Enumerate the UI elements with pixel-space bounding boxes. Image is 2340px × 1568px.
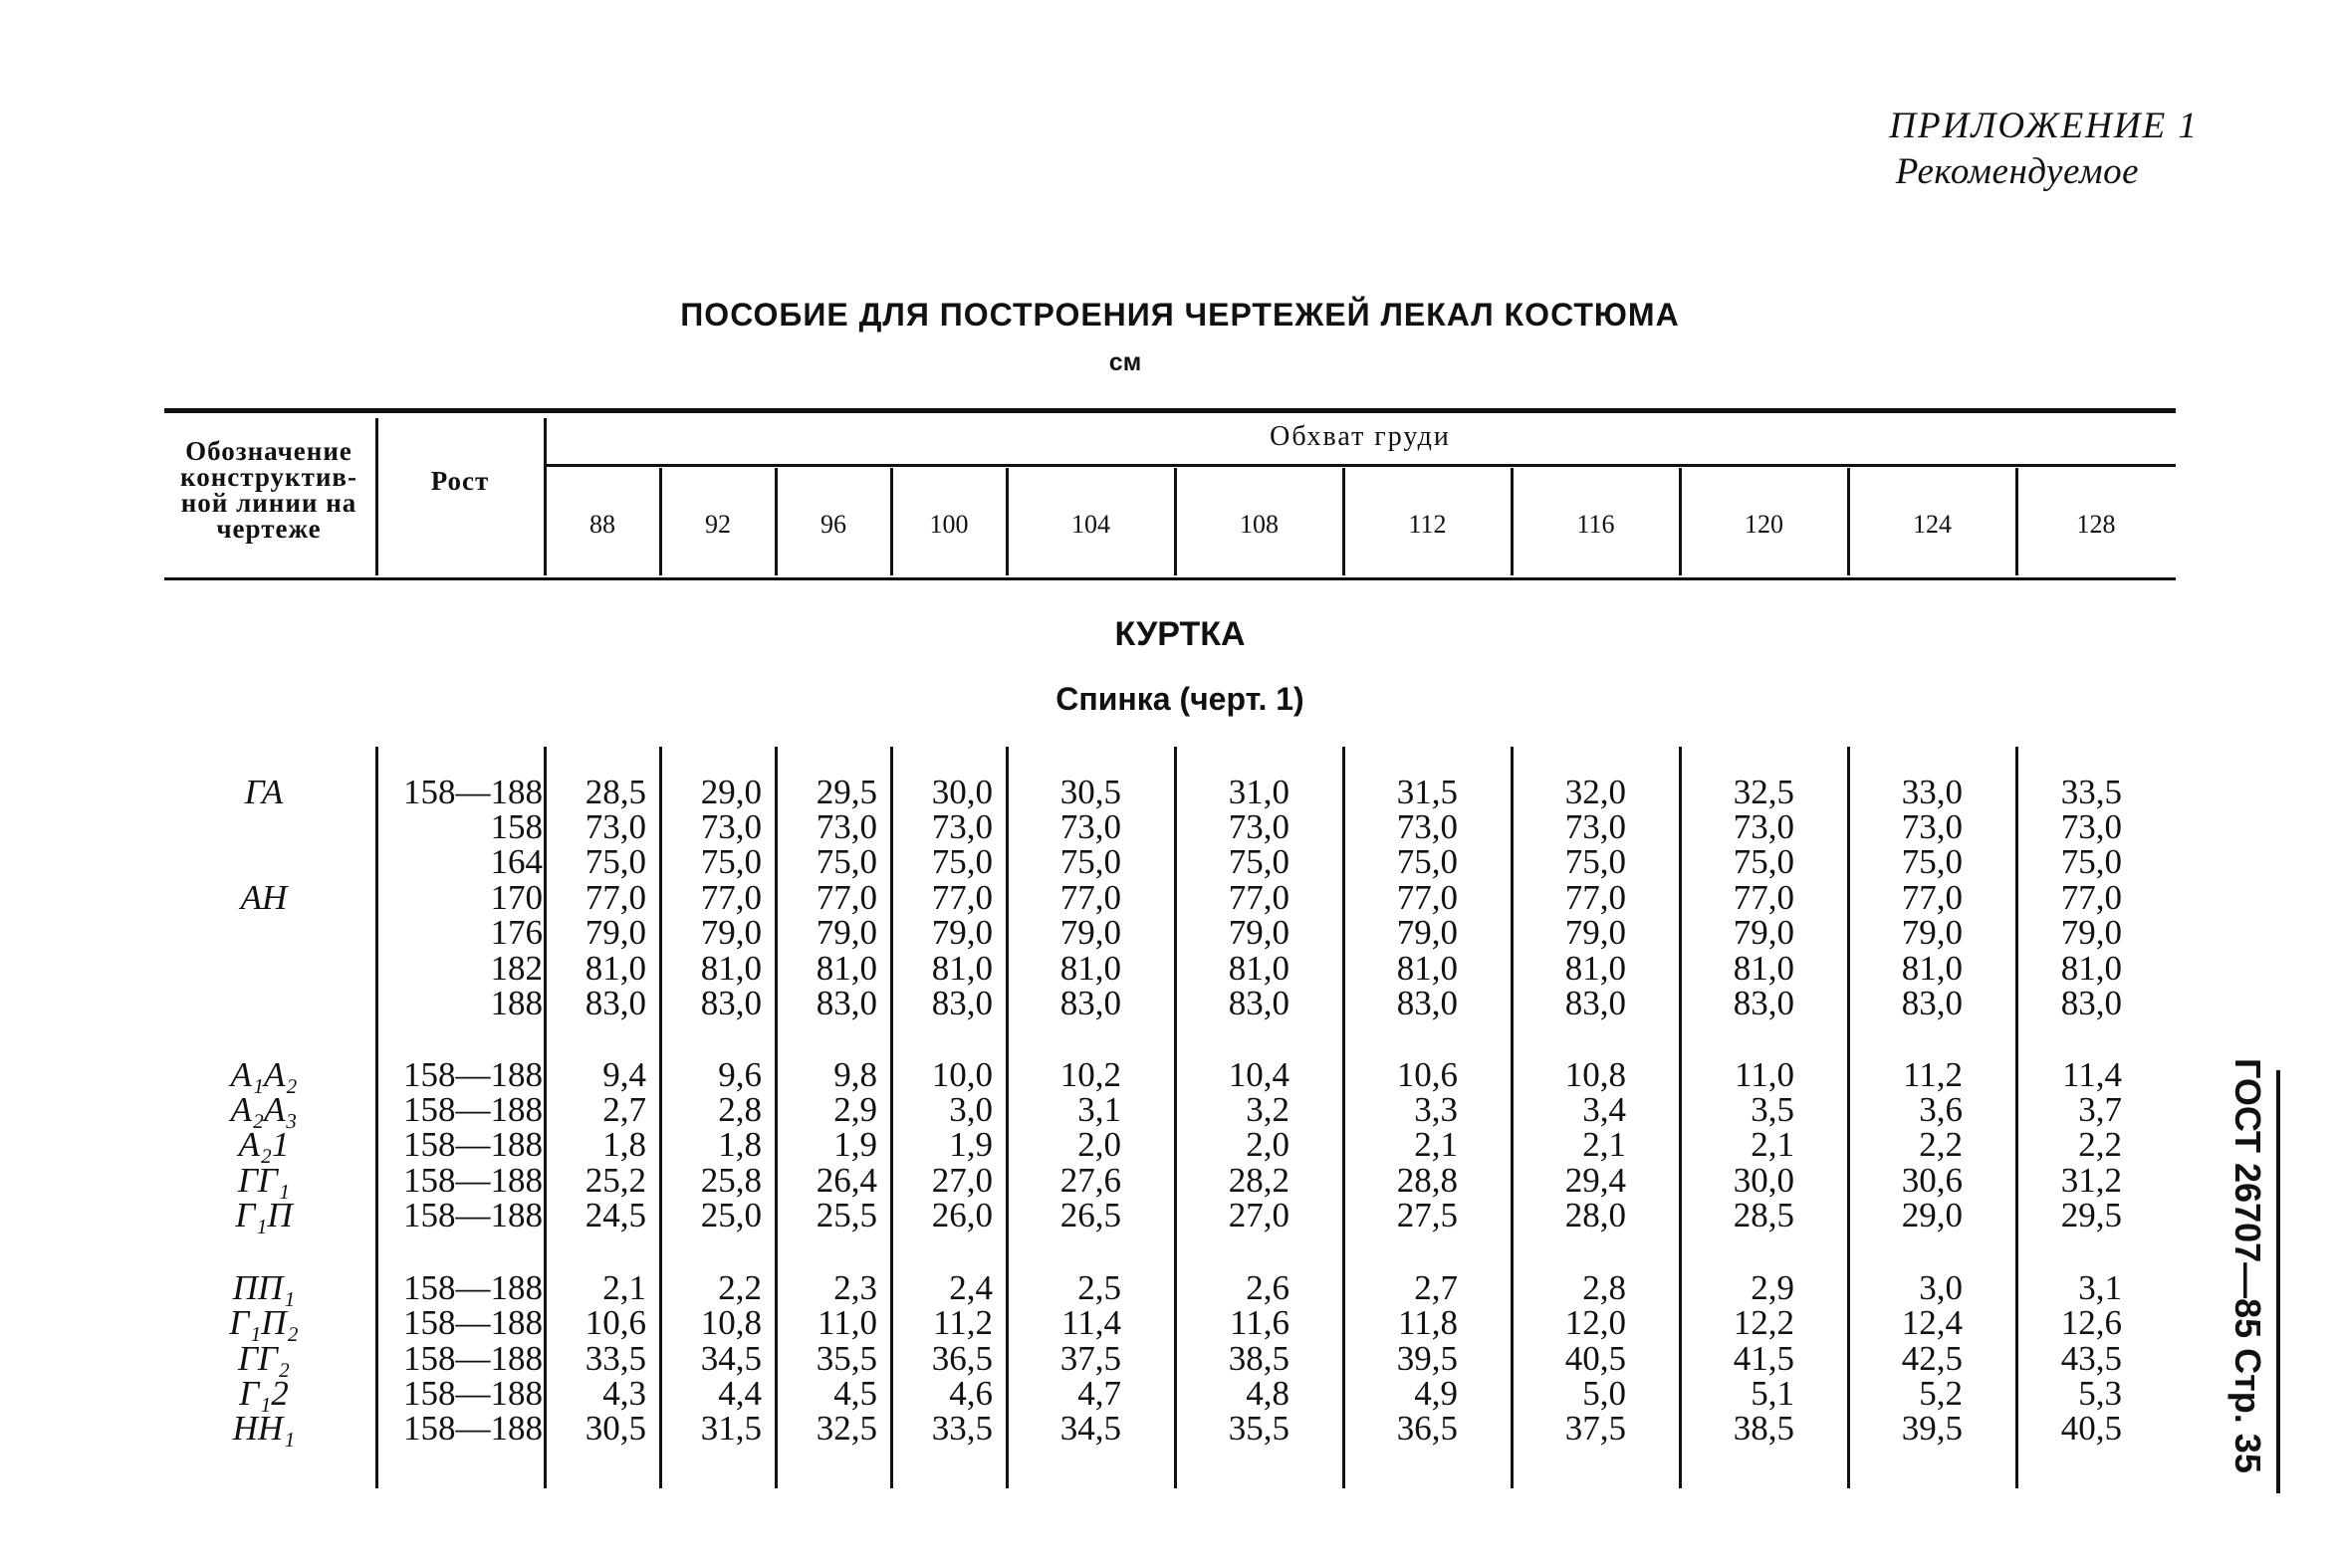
row-value-124: 5,2: [1919, 1374, 1963, 1413]
row-value-112: 39,5: [1396, 1339, 1458, 1378]
row-value-100: 77,0: [931, 878, 993, 917]
row-height: 158—188: [403, 773, 543, 811]
row-height: 170: [490, 878, 543, 917]
row-value-108: 31,0: [1228, 773, 1289, 811]
row-value-104: 79,0: [1059, 913, 1121, 952]
row-value-124: 29,0: [1901, 1196, 1963, 1234]
row-value-88: 2,1: [602, 1268, 646, 1307]
row-value-124: 75,0: [1901, 842, 1963, 881]
row-value-116: 28,0: [1564, 1196, 1626, 1234]
header-top-rule: [164, 408, 2176, 413]
row-value-96: 29,5: [816, 773, 877, 811]
row-value-112: 4,9: [1414, 1374, 1458, 1413]
row-value-124: 3,6: [1919, 1090, 1963, 1129]
row-value-100: 4,6: [949, 1374, 993, 1413]
row-value-104: 73,0: [1059, 807, 1121, 846]
row-value-124: 11,2: [1903, 1055, 1963, 1094]
row-value-128: 29,5: [2060, 1196, 2122, 1234]
row-value-104: 30,5: [1059, 773, 1121, 811]
row-value-128: 11,4: [2062, 1055, 2122, 1094]
row-height: 182: [490, 949, 543, 988]
row-value-88: 1,8: [602, 1125, 646, 1164]
row-value-104: 81,0: [1059, 949, 1121, 988]
row-value-124: 77,0: [1901, 878, 1963, 917]
row-value-112: 77,0: [1396, 878, 1458, 917]
row-value-104: 2,0: [1077, 1125, 1121, 1164]
row-line-designation: А₁А₂: [230, 1055, 298, 1094]
row-value-100: 11,2: [933, 1303, 993, 1342]
row-value-128: 79,0: [2060, 913, 2122, 952]
row-line-designation: ГА: [244, 773, 284, 811]
row-value-104: 3,1: [1077, 1090, 1121, 1129]
row-value-108: 2,0: [1246, 1125, 1289, 1164]
header-size-112: 112: [1408, 510, 1447, 539]
row-height: 158—188: [403, 1055, 543, 1094]
row-value-104: 4,7: [1077, 1374, 1121, 1413]
row-value-116: 32,0: [1564, 773, 1626, 811]
row-line-designation: АН: [240, 878, 288, 917]
row-value-88: 4,3: [602, 1374, 646, 1413]
table-row: [0, 1411, 2340, 1447]
row-value-92: 79,0: [700, 913, 762, 952]
row-value-128: 81,0: [2060, 949, 2122, 988]
row-value-96: 1,9: [833, 1125, 877, 1164]
header-size-128: 128: [2076, 510, 2116, 539]
row-line-designation: ГГ₁: [238, 1161, 290, 1200]
row-value-112: 2,1: [1414, 1125, 1458, 1164]
row-value-92: 34,5: [700, 1339, 762, 1378]
row-value-104: 10,2: [1059, 1055, 1121, 1094]
row-value-120: 30,0: [1733, 1161, 1794, 1200]
row-value-92: 77,0: [700, 878, 762, 917]
row-value-120: 83,0: [1733, 984, 1794, 1022]
appendix-label: [1889, 104, 2199, 195]
table-row: [0, 1198, 2340, 1233]
row-value-108: 35,5: [1228, 1409, 1289, 1448]
row-value-96: 81,0: [816, 949, 877, 988]
row-height: 164: [490, 842, 543, 881]
row-value-124: 2,2: [1919, 1125, 1963, 1164]
header-col1-line4: чертеже: [216, 514, 322, 544]
row-value-96: 77,0: [816, 878, 877, 917]
row-value-108: 28,2: [1228, 1161, 1289, 1200]
header-divider-2: [544, 418, 547, 575]
row-value-92: 4,4: [718, 1374, 762, 1413]
header-divider-1: [375, 418, 378, 575]
header-size-108: 108: [1240, 510, 1279, 539]
row-value-112: 79,0: [1396, 913, 1458, 952]
row-value-92: 73,0: [700, 807, 762, 846]
appendix-number: ПРИЛОЖЕНИЕ 1: [1889, 106, 2199, 146]
row-value-96: 75,0: [816, 842, 877, 881]
header-size-divider: [659, 468, 662, 575]
row-value-104: 77,0: [1059, 878, 1121, 917]
row-value-128: 31,2: [2060, 1161, 2122, 1200]
row-value-100: 73,0: [931, 807, 993, 846]
row-value-116: 12,0: [1564, 1303, 1626, 1342]
row-value-124: 3,0: [1919, 1268, 1963, 1307]
row-line-designation: А₂А₃: [230, 1090, 298, 1129]
table-row: [0, 1341, 2340, 1377]
row-line-designation: ПП₁: [232, 1268, 296, 1307]
row-height: 158—188: [403, 1268, 543, 1307]
row-height: 158—188: [403, 1161, 543, 1200]
table-row: [0, 1376, 2340, 1412]
row-value-88: 9,4: [602, 1055, 646, 1094]
header-bottom-rule: [164, 577, 2176, 580]
row-value-124: 81,0: [1901, 949, 1963, 988]
row-height: 158—188: [403, 1196, 543, 1234]
table-row: [0, 1092, 2340, 1128]
row-value-88: 73,0: [585, 807, 646, 846]
row-value-96: 9,8: [833, 1055, 877, 1094]
row-value-124: 79,0: [1901, 913, 1963, 952]
row-value-124: 33,0: [1901, 773, 1963, 811]
row-value-100: 83,0: [931, 984, 993, 1022]
header-height: Рост: [430, 466, 490, 496]
row-value-120: 73,0: [1733, 807, 1794, 846]
row-value-112: 3,3: [1414, 1090, 1458, 1129]
row-value-112: 28,8: [1396, 1161, 1458, 1200]
table-row: [0, 915, 2340, 951]
row-height: 158—188: [403, 1090, 543, 1129]
row-value-104: 83,0: [1059, 984, 1121, 1022]
table-row: [0, 1270, 2340, 1306]
table-row: [0, 775, 2340, 810]
gost-page-reference: ГОСТ 26707—85 Стр. 35: [2227, 1058, 2268, 1473]
header-col1-line1: Обозначение: [185, 436, 352, 466]
row-value-120: 2,1: [1751, 1125, 1794, 1164]
row-value-124: 73,0: [1901, 807, 1963, 846]
header-size-100: 100: [929, 510, 969, 539]
row-value-120: 28,5: [1733, 1196, 1794, 1234]
row-value-116: 37,5: [1564, 1409, 1626, 1448]
row-value-88: 79,0: [585, 913, 646, 952]
row-value-116: 79,0: [1564, 913, 1626, 952]
row-value-128: 5,3: [2078, 1374, 2122, 1413]
row-value-120: 3,5: [1751, 1090, 1794, 1129]
row-value-100: 30,0: [931, 773, 993, 811]
header-size-divider: [890, 468, 893, 575]
row-value-124: 42,5: [1901, 1339, 1963, 1378]
row-value-128: 75,0: [2060, 842, 2122, 881]
section-title: КУРТКА: [1114, 615, 1246, 653]
row-value-96: 25,5: [816, 1196, 877, 1234]
row-value-108: 79,0: [1228, 913, 1289, 952]
row-value-116: 10,8: [1564, 1055, 1626, 1094]
row-value-92: 1,8: [718, 1125, 762, 1164]
header-size-divider: [775, 468, 778, 575]
row-value-120: 5,1: [1751, 1374, 1794, 1413]
row-value-128: 43,5: [2060, 1339, 2122, 1378]
row-value-100: 26,0: [931, 1196, 993, 1234]
row-value-100: 79,0: [931, 913, 993, 952]
row-value-112: 36,5: [1396, 1409, 1458, 1448]
document-title: ПОСОБИЕ ДЛЯ ПОСТРОЕНИЯ ЧЕРТЕЖЕЙ ЛЕКАЛ КОСТЮМА: [680, 297, 1680, 333]
row-value-120: 81,0: [1733, 949, 1794, 988]
row-line-designation: Г₁2: [239, 1374, 289, 1413]
row-value-92: 25,0: [700, 1196, 762, 1234]
row-value-108: 10,4: [1228, 1055, 1289, 1094]
row-value-92: 31,5: [700, 1409, 762, 1448]
row-value-120: 79,0: [1733, 913, 1794, 952]
row-value-100: 3,0: [949, 1090, 993, 1129]
row-line-designation: НН₁: [232, 1409, 296, 1448]
row-value-92: 2,8: [718, 1090, 762, 1129]
row-value-112: 10,6: [1396, 1055, 1458, 1094]
header-size-88: 88: [589, 510, 615, 539]
header-size-divider: [1174, 468, 1177, 575]
row-value-92: 10,8: [700, 1303, 762, 1342]
row-value-112: 27,5: [1396, 1196, 1458, 1234]
row-value-96: 4,5: [833, 1374, 877, 1413]
row-value-88: 75,0: [585, 842, 646, 881]
row-line-designation: ГГ₂: [238, 1339, 290, 1378]
row-value-108: 38,5: [1228, 1339, 1289, 1378]
row-value-100: 2,4: [949, 1268, 993, 1307]
row-value-92: 75,0: [700, 842, 762, 881]
table-row: [0, 880, 2340, 916]
row-height: 158—188: [403, 1339, 543, 1378]
row-value-88: 30,5: [585, 1409, 646, 1448]
header-size-92: 92: [705, 510, 731, 539]
header-size-divider: [1006, 468, 1009, 575]
row-value-120: 77,0: [1733, 878, 1794, 917]
row-value-104: 11,4: [1061, 1303, 1121, 1342]
row-value-128: 40,5: [2060, 1409, 2122, 1448]
header-col1-line3: ной линии на: [180, 488, 357, 518]
row-value-108: 83,0: [1228, 984, 1289, 1022]
row-value-116: 2,1: [1582, 1125, 1626, 1164]
row-value-104: 34,5: [1059, 1409, 1121, 1448]
row-value-92: 9,6: [718, 1055, 762, 1094]
row-value-96: 73,0: [816, 807, 877, 846]
row-value-116: 75,0: [1564, 842, 1626, 881]
row-value-108: 27,0: [1228, 1196, 1289, 1234]
row-line-designation: Г₁П₂: [229, 1303, 299, 1342]
row-value-108: 81,0: [1228, 949, 1289, 988]
header-size-divider: [1679, 468, 1682, 575]
table-row: [0, 1163, 2340, 1199]
row-value-96: 83,0: [816, 984, 877, 1022]
row-value-124: 39,5: [1901, 1409, 1963, 1448]
table-row: [0, 1127, 2340, 1163]
row-value-108: 75,0: [1228, 842, 1289, 881]
row-value-108: 77,0: [1228, 878, 1289, 917]
side-rule: [2276, 1070, 2280, 1493]
row-value-96: 32,5: [816, 1409, 877, 1448]
table-row: [0, 1305, 2340, 1341]
row-value-128: 3,7: [2078, 1090, 2122, 1129]
row-value-88: 83,0: [585, 984, 646, 1022]
row-value-116: 40,5: [1564, 1339, 1626, 1378]
row-value-112: 2,7: [1414, 1268, 1458, 1307]
row-value-120: 12,2: [1733, 1303, 1794, 1342]
row-value-112: 73,0: [1396, 807, 1458, 846]
header-size-120: 120: [1745, 510, 1783, 539]
row-height: 158—188: [403, 1303, 543, 1342]
row-value-112: 81,0: [1396, 949, 1458, 988]
row-value-128: 83,0: [2060, 984, 2122, 1022]
header-size-96: 96: [820, 510, 846, 539]
row-value-112: 83,0: [1396, 984, 1458, 1022]
row-value-128: 12,6: [2060, 1303, 2122, 1342]
row-value-88: 81,0: [585, 949, 646, 988]
row-value-96: 11,0: [818, 1303, 877, 1342]
row-value-108: 2,6: [1246, 1268, 1289, 1307]
row-value-120: 2,9: [1751, 1268, 1794, 1307]
row-value-108: 4,8: [1246, 1374, 1289, 1413]
row-height: 158: [490, 807, 543, 846]
row-value-100: 36,5: [931, 1339, 993, 1378]
row-value-100: 81,0: [931, 949, 993, 988]
row-height: 158—188: [403, 1374, 543, 1413]
row-value-88: 28,5: [585, 773, 646, 811]
row-value-100: 33,5: [931, 1409, 993, 1448]
row-height: 176: [490, 913, 543, 952]
row-value-116: 81,0: [1564, 949, 1626, 988]
row-value-108: 11,6: [1230, 1303, 1289, 1342]
row-value-128: 33,5: [2060, 773, 2122, 811]
row-value-116: 5,0: [1582, 1374, 1626, 1413]
row-value-116: 3,4: [1582, 1090, 1626, 1129]
table-row: [0, 986, 2340, 1021]
row-value-92: 2,2: [718, 1268, 762, 1307]
row-value-100: 27,0: [931, 1161, 993, 1200]
row-value-96: 79,0: [816, 913, 877, 952]
row-value-92: 29,0: [700, 773, 762, 811]
row-value-104: 27,6: [1059, 1161, 1121, 1200]
header-line-designation: [164, 438, 373, 542]
row-value-112: 11,8: [1398, 1303, 1458, 1342]
row-value-92: 25,8: [700, 1161, 762, 1200]
table-row: [0, 844, 2340, 880]
row-value-116: 83,0: [1564, 984, 1626, 1022]
header-size-divider: [1511, 468, 1514, 575]
row-value-120: 38,5: [1733, 1409, 1794, 1448]
row-value-96: 2,3: [833, 1268, 877, 1307]
row-value-88: 25,2: [585, 1161, 646, 1200]
header-chest-girth: Обхват груди: [1270, 421, 1451, 452]
row-line-designation: Г₁П: [235, 1196, 293, 1234]
row-value-104: 37,5: [1059, 1339, 1121, 1378]
appendix-status: Рекомендуемое: [1895, 151, 2139, 192]
row-value-112: 31,5: [1396, 773, 1458, 811]
row-value-104: 26,5: [1059, 1196, 1121, 1234]
row-value-100: 75,0: [931, 842, 993, 881]
row-value-120: 41,5: [1733, 1339, 1794, 1378]
header-size-divider: [1342, 468, 1345, 575]
row-value-116: 29,4: [1564, 1161, 1626, 1200]
row-value-100: 10,0: [931, 1055, 993, 1094]
page-footer-vertical: [2227, 1058, 2268, 1496]
row-line-designation: А₂1: [238, 1125, 290, 1164]
header-size-divider: [1847, 468, 1850, 575]
row-value-96: 2,9: [833, 1090, 877, 1129]
table-row: [0, 1057, 2340, 1093]
row-value-124: 30,6: [1901, 1161, 1963, 1200]
row-value-128: 73,0: [2060, 807, 2122, 846]
row-value-116: 73,0: [1564, 807, 1626, 846]
table-row: [0, 951, 2340, 987]
header-size-104: 104: [1071, 510, 1110, 539]
row-value-128: 77,0: [2060, 878, 2122, 917]
table-row: [0, 809, 2340, 845]
header-size-116: 116: [1576, 510, 1615, 539]
header-size-divider: [2015, 468, 2018, 575]
row-value-124: 12,4: [1901, 1303, 1963, 1342]
row-value-88: 33,5: [585, 1339, 646, 1378]
row-value-116: 77,0: [1564, 878, 1626, 917]
header-size-124: 124: [1913, 510, 1952, 539]
row-value-128: 3,1: [2078, 1268, 2122, 1307]
header-col1-line2: конструктив-: [180, 462, 357, 492]
row-value-128: 2,2: [2078, 1125, 2122, 1164]
row-value-96: 26,4: [816, 1161, 877, 1200]
header-group-rule: [545, 464, 2176, 467]
row-value-120: 75,0: [1733, 842, 1794, 881]
row-value-112: 75,0: [1396, 842, 1458, 881]
row-value-108: 3,2: [1246, 1090, 1289, 1129]
row-value-116: 2,8: [1582, 1268, 1626, 1307]
row-value-120: 11,0: [1735, 1055, 1794, 1094]
row-height: 158—188: [403, 1409, 543, 1448]
row-value-88: 24,5: [585, 1196, 646, 1234]
row-value-100: 1,9: [949, 1125, 993, 1164]
row-value-124: 83,0: [1901, 984, 1963, 1022]
row-value-88: 10,6: [585, 1303, 646, 1342]
row-value-88: 77,0: [585, 878, 646, 917]
row-value-92: 83,0: [700, 984, 762, 1022]
row-height: 188: [490, 984, 543, 1022]
row-value-104: 2,5: [1077, 1268, 1121, 1307]
row-height: 158—188: [403, 1125, 543, 1164]
subsection-title: Спинка (черт. 1): [1055, 681, 1304, 717]
row-value-92: 81,0: [700, 949, 762, 988]
row-value-104: 75,0: [1059, 842, 1121, 881]
unit-label: см: [1108, 348, 1142, 376]
row-value-120: 32,5: [1733, 773, 1794, 811]
row-value-96: 35,5: [816, 1339, 877, 1378]
row-value-108: 73,0: [1228, 807, 1289, 846]
row-value-88: 2,7: [602, 1090, 646, 1129]
